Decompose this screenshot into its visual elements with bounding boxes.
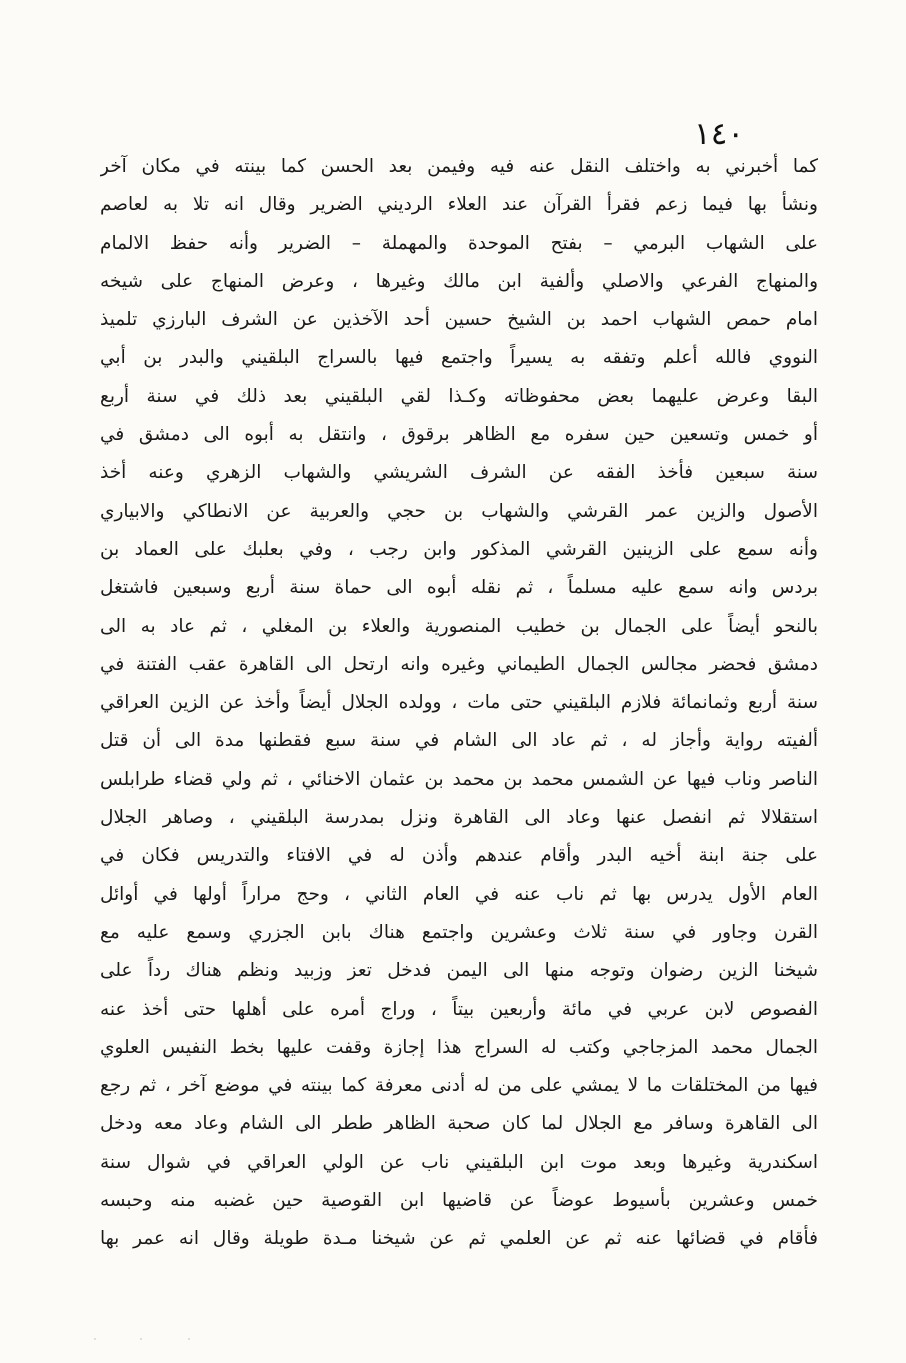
text-line: القرن وجاور في سنة ثلاث وعشرين واجتمع هناك بابن الجزري وسمع عليه مع bbox=[100, 921, 818, 943]
text-line: الجمال محمد المزجاجي وكتب له السراج هذا إجازة وقفت عليها بخط النفيس العلوي bbox=[100, 1036, 818, 1058]
text-line: استقلالا ثم انفصل عنها وعاد الى القاهرة ونزل بمدرسة البلقيني ، وصاهر الجلال bbox=[100, 807, 818, 829]
text-line: الى القاهرة وسافر مع الجلال لما كان صحبة الظاهر ططر الى الشام وعاد معه ودخل bbox=[100, 1113, 818, 1135]
text-line: البقا وعرض عليهما بعض محفوظاته وكـذا لقي البلقيني بعد ذلك في سنة أربع bbox=[100, 385, 818, 407]
text-line: أو خمس وتسعين حين سفره مع الظاهر برقوق ، وانتقل به أبوه الى دمشق في bbox=[100, 424, 818, 446]
text-line: الناصر وناب فيها عن الشمس محمد بن محمد بن عثمان الاخنائي ، ثم ولي قضاء طرابلس bbox=[100, 768, 818, 790]
text-line: كما أخبرني به واختلف النقل عنه فيه وفيمن بعد الحسن كما بينته في مكان آخر bbox=[100, 156, 818, 177]
page-number: ١٤٠ bbox=[694, 116, 744, 152]
text-line: الفصوص لابن عربي في مائة وأربعين بيتاً ، وراج أمره على أهلها حتى أخذ عنه bbox=[100, 998, 818, 1020]
text-line: ألفيته رواية وأجاز له ، ثم عاد الى الشام في سنة سبع فقطنها مدة الى أن قتل bbox=[100, 730, 818, 752]
text-line: النووي فالله أعلم وتفقه به يسيراً واجتمع فيها بالسراج البلقيني والبدر بن أبي bbox=[100, 347, 818, 369]
text-line: الأصول والزين عمر القرشي والشهاب بن حجي والعربية عن الانطاكي والابياري bbox=[100, 500, 818, 522]
text-line: فأقام في قضائها عنه ثم عن العلمي ثم عن شيخنا مـدة طويلة وقال انه عمر بها bbox=[100, 1228, 818, 1250]
text-line: خمس وعشرين بأسيوط عوضاً عن قاضيها ابن القوصية حين غضبه منه وحبسه bbox=[100, 1190, 818, 1212]
text-line: امام حمص الشهاب احمد بن الشيخ حسين أحد الآخذين عن الشرف البارزي تلميذ bbox=[100, 309, 818, 331]
page-speck bbox=[94, 1338, 96, 1340]
body-text bbox=[100, 148, 818, 1259]
text-line: ونشأ بها فيما زعم فقرأ القرآن عند العلاء الرديني الضرير وقال انه تلا به لعاصم bbox=[100, 194, 818, 216]
page-speck bbox=[188, 1338, 190, 1340]
text-line: فيها من المختلقات ما لا يمشي على من له أدنى معرفة كما بينته في موضع آخر ، ثم رجع bbox=[100, 1075, 818, 1097]
text-line: وأنه سمع على الزينين القرشي المذكور وابن رجب ، وفي بعلبك على العماد بن bbox=[100, 538, 818, 560]
text-line: دمشق فحضر مجالس الجمال الطيماني وغيره وانه ارتحل الى القاهرة عقب الفتنة في bbox=[100, 653, 818, 675]
text-line: بالنحو أيضاً على الجمال بن خطيب المنصورية والعلاء بن المغلي ، ثم عاد به الى bbox=[100, 615, 818, 637]
page-speck bbox=[140, 1338, 142, 1340]
text-line: سنة سبعين فأخذ الفقه عن الشرف الشريشي والشهاب الزهري وعنه أخذ bbox=[100, 462, 818, 484]
text-line: سنة أربع وثمانمائة فلازم البلقيني حتى مات ، وولده الجلال أيضاً وأخذ عن الزين العراقي bbox=[100, 692, 818, 714]
text-line: والمنهاج الفرعي والاصلي وألفية ابن مالك وغيرها ، وعرض المنهاج على شيخه bbox=[100, 270, 818, 292]
text-line: شيخنا الزين رضوان وتوجه منها الى اليمن فدخل تعز وزبيد ونظم هناك رداً على bbox=[100, 960, 818, 982]
text-line: العام الأول يدرس بها ثم ناب عنه في العام الثاني ، وحج مراراً أولها في أوائل bbox=[100, 883, 818, 905]
bottom-margin bbox=[0, 1320, 906, 1363]
text-line: اسكندرية وغيرها وبعد موت ابن البلقيني ناب عن الولي العراقي في شوال سنة bbox=[100, 1151, 818, 1173]
text-line: على الشهاب البرمي – بفتح الموحدة والمهملة – الضرير وأنه حفظ الالمام bbox=[100, 232, 818, 254]
text-line: بردس وانه سمع عليه مسلماً ، ثم نقله أبوه الى حماة سنة أربع وسبعين فاشتغل bbox=[100, 577, 818, 599]
text-line: على جنة ابنة أخيه البدر وأقام عندهم وأذن له في الافتاء والتدريس فكان في bbox=[100, 845, 818, 867]
